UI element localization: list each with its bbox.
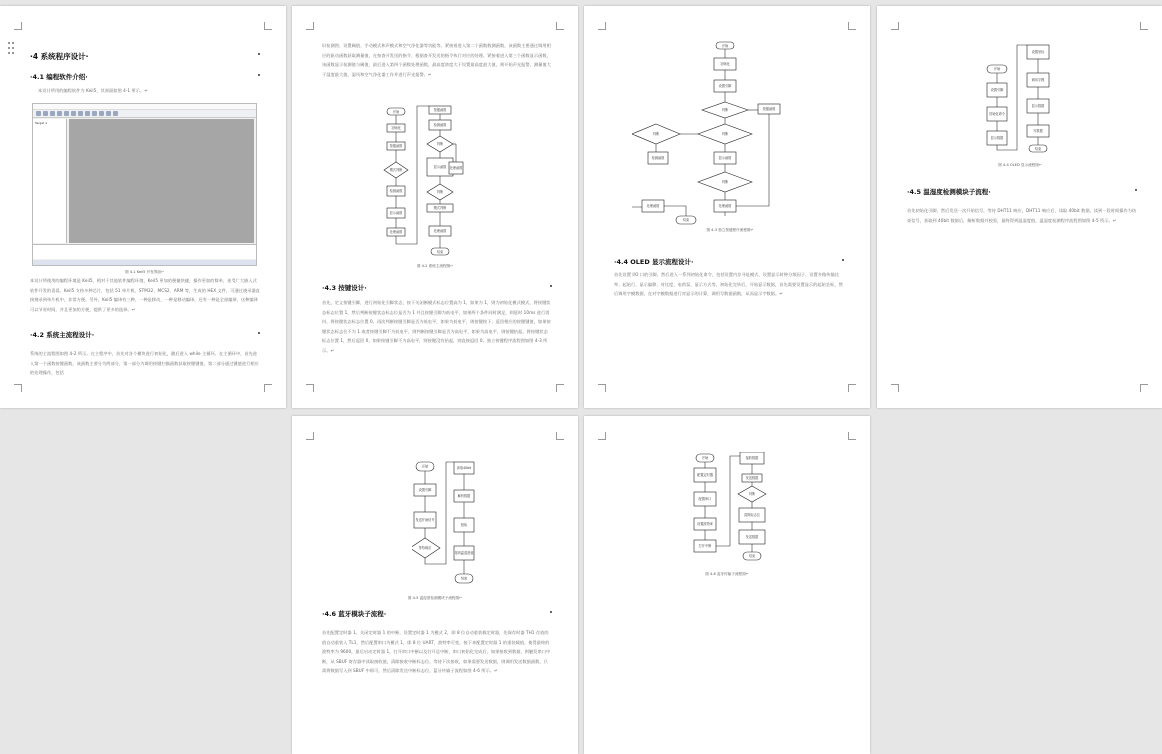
svg-text:显示数据: 显示数据	[1031, 104, 1045, 108]
flow-step: 检测函数	[433, 123, 447, 127]
svg-text:配置串口: 配置串口	[698, 497, 712, 501]
subsection-heading: ·4.3 按键设计·	[322, 284, 367, 292]
paragraph: 首先设置 I/O 口的引脚，然后进入一系列初始化命令，包括设置内存寻址模式、设置显示时钟分频因子、设置多路传输比率、起始行、显示偏移、对比度、电荷泵、显示方式等，初始化完毕后，开始显示数据，首先需要设置显示的起始坐标，然后调用字模数据，在对字模数据进行对显示的计算，调用写数据函数，从而显示字数据。↵	[614, 272, 843, 297]
flow-init: 初始化	[391, 126, 401, 130]
paragraph: 首先初始化引脚，然后发送一次开始信号，等待 DHT11 响应，DHT11 响应后，读取 40bit 数据，读到一段时间操作为结束信号，获取到 40bit 数据后，解析数据并校验，最终得到温湿度值，温湿度检测程序流程图如图 4-5 所示。↵	[907, 208, 1137, 223]
paragraph: 识检测图、设置阈值、手动模式和声模式和空气净化器等功能等。紧接着进入第二个函数数测函数，该函数主要通过调用相应的驱动函数获取测量值，在按查开发送的指令、根据查开发送的指令执行对应的处理。紧接着进入第三个函数显示函数，该函数显示检测值与阈值，最后进入第四个函数处理函数，最高度浓度大于设置最高度最大值，则开始声光报警，测量值大于湿度最大值，湿风和空气净化器工作并进行声光报警。↵	[322, 43, 551, 77]
svg-text:等待响应: 等待响应	[418, 546, 432, 550]
flow-mode: 模式判断	[389, 168, 403, 172]
svg-text:发送数据: 发送数据	[745, 535, 759, 539]
svg-text:结束: 结束	[460, 576, 468, 581]
svg-text:判断: 判断	[748, 492, 756, 496]
svg-text:处理函数: 处理函数	[718, 204, 732, 208]
keil5-screenshot	[32, 103, 257, 266]
svg-text:设置引脚: 设置引脚	[418, 488, 432, 492]
svg-text:显示函数: 显示函数	[718, 156, 732, 160]
figure-caption: 图 4-1 Keil5 开发界面↵	[125, 270, 164, 274]
svg-text:设置引脚: 设置引脚	[718, 84, 732, 88]
svg-text:接收数据: 接收数据	[745, 456, 759, 460]
svg-text:开始: 开始	[421, 464, 429, 469]
paragraph: 首先，定义按键引脚，进行初始化引脚状态，按下关闭断模式标志位置高为 1，如果为 1，则为初始化模式模式，将按键状态标志位置 1，然后判断按键状态标志位是否为 1 并且按键引脚为低电平，如果两个条件同时满足，则延时 10ms 进行消抖，将按键状态标志位置 0，再次判断按键引脚是否为低电平，如果为低电平，则按键按下；返回相应的按键键值，如果按键状态标志位不为 1 或者按键引脚不为低电平，则判断按键引脚是否为高电平，如果为高电平，则按键抬起，将按键状态标志位置 1，然后返回 0，如果按键引脚不为高电平，则按键没有抬起，则直接返回 0。独立按键程序流程图如图 4-3 所示。↵	[322, 300, 551, 353]
svg-text:配置定时器: 配置定时器	[697, 473, 713, 477]
svg-text:初始化: 初始化	[720, 62, 730, 66]
button-flowchart	[632, 40, 782, 226]
dht11-flowchart	[412, 458, 482, 588]
svg-text:结束: 结束	[1034, 146, 1042, 151]
svg-text:初始化命令: 初始化命令	[989, 112, 1005, 116]
svg-text:结束: 结束	[748, 554, 756, 558]
flow-display: 显示函数	[389, 211, 403, 215]
oled-flowchart	[977, 43, 1067, 155]
project-tree-item: Target 1	[35, 121, 48, 125]
svg-text:写数据: 写数据	[1033, 129, 1043, 133]
subsection-heading: ·4.2 系统主流程设计·	[30, 331, 95, 339]
svg-text:打开中断: 打开中断	[698, 544, 712, 548]
flow-process: 处理函数	[389, 230, 403, 234]
svg-text:判断: 判断	[721, 108, 729, 112]
svg-text:开始: 开始	[721, 43, 729, 48]
flow-key: 按键函数	[389, 144, 403, 148]
svg-text:校验: 校验	[460, 523, 468, 527]
svg-text:设置坐标: 设置坐标	[1031, 50, 1045, 54]
document-page-6	[584, 416, 870, 754]
svg-text:发送数据: 发送数据	[745, 476, 759, 480]
flow-start: 开始	[392, 109, 400, 114]
flow-step: 按键函数	[433, 108, 447, 112]
flow-step: 模式判断	[433, 206, 447, 210]
svg-text:判断: 判断	[652, 132, 660, 136]
svg-text:得到温湿度值: 得到温湿度值	[454, 551, 474, 555]
bluetooth-flowchart	[692, 452, 772, 564]
svg-text:设置引脚: 设置引脚	[990, 88, 1004, 92]
figure-caption: 图 4-5 温湿度检测模块子流程图↵	[407, 596, 463, 600]
paragraph: 本设计所使用的编程环境是 Keil5，相对于其他软件编程环境，Keil5 更加的便捷快捷，操作更加的简单，连受广大嵌入式软件开发的喜爱。Keil5 支持多种芯片，包括 51 单片机、STM32、MCS2、ARM 等，生成的 HEX 文件，可通过烧录器直接烧录到单片机中，非常方便。另外，Keil5 编译有三种，一种是移动，一种是移动编译，还有一种是全部编译，这种编译可以节省时间，并且更加的方便，提供了更多的选择。↵	[30, 278, 260, 312]
document-page-1	[0, 6, 286, 408]
flow-step: 显示函数	[433, 165, 447, 169]
svg-text:按键函数: 按键函数	[762, 107, 776, 111]
svg-text:结束: 结束	[682, 218, 690, 222]
svg-text:发送开始信号: 发送开始信号	[415, 518, 435, 522]
svg-text:开始: 开始	[701, 456, 709, 460]
svg-text:判断: 判断	[721, 180, 729, 184]
paragraph: 首先配置定时器 1，关闭定时器 1 的中断，设置定时器 1 为模式 2，即 8 位自动重装载定时器，先保存时器 TH1 存放的值自动重装入 TL1，然后配置串口为模式 1，即 8 位 UART，波特率可变，接下来配置定时器 1 的重装载值，使得最终的波特率为 9600，最后启动定时器 1，打开串口中断以及打开总中断，串口初始化完成后，如果接收到数据，则触发串口中断，从 SBUF 寄存器中读取接收值，清除接收中断标志位，等待下次接收，如果需要发送数据，则调用发送数据函数，只需将数据写入到 SBUF 中即可，然后清除发送中断标志位，蓝牙传输子流程如图 4-6 所示。↵	[322, 630, 551, 674]
section-heading: ·4 系统程序设计·	[30, 52, 89, 61]
flow-step: 处理函数	[449, 166, 463, 170]
svg-text:解析数据: 解析数据	[457, 494, 471, 498]
flow-step: 处理函数	[433, 229, 447, 233]
svg-text:检测函数: 检测函数	[651, 156, 665, 160]
drag-handle-icon[interactable]	[8, 42, 16, 56]
figure-caption: 图 4-3 独立按键程序流程图↵	[706, 228, 754, 232]
main-flowchart	[377, 104, 467, 260]
subsection-heading: ·4.1 编程软件介绍·	[30, 73, 88, 81]
svg-text:显示数据: 显示数据	[990, 136, 1004, 140]
figure-caption: 图 4-4 OLED 显示流程图↵	[998, 163, 1042, 167]
figure-caption: 图 4-2 系统主流程图↵	[416, 264, 454, 268]
flow-detect: 检测函数	[389, 189, 403, 193]
svg-text:清除标志位: 清除标志位	[744, 513, 760, 517]
flow-cond: 判断	[436, 142, 444, 146]
document-page-4	[877, 6, 1162, 408]
svg-text:设置波特率: 设置波特率	[697, 522, 713, 526]
svg-text:判断: 判断	[721, 132, 729, 136]
paragraph: 本设计所用的编程软件为 Keil5，其界面如图 4-1 所示。↵	[38, 88, 148, 93]
svg-text:处理函数: 处理函数	[646, 204, 660, 208]
document-page-3	[584, 6, 870, 408]
document-page-2	[292, 6, 578, 408]
flow-end: 结束	[436, 249, 444, 254]
subsection-heading: ·4.6 蓝牙模块子流程·	[322, 610, 387, 618]
subsection-heading: ·4.4 OLED 显示流程设计·	[614, 258, 694, 266]
svg-text:开始: 开始	[993, 67, 1001, 71]
figure-caption: 图 4-6 蓝牙传输子流程图↵	[705, 572, 749, 576]
subsection-heading: ·4.5 温湿度检测模块子流程·	[907, 188, 991, 196]
paragraph: 系统的主流程图如图 4-2 所示。在主程序中，首先对各个模块进行初始化，随后进入 while 主循环。在主循环中，首先进入第一个函数按键函数，该函数主要分为两部分，第一部分为调用按键扫描函数获取按键键值，第二部分通过键值进行相应的处理操作，包括	[30, 351, 259, 376]
svg-text:读取40bit: 读取40bit	[456, 466, 472, 470]
flow-cond: 判断	[436, 190, 444, 194]
svg-text:调用字模: 调用字模	[1031, 78, 1045, 82]
document-page-5	[292, 416, 578, 754]
